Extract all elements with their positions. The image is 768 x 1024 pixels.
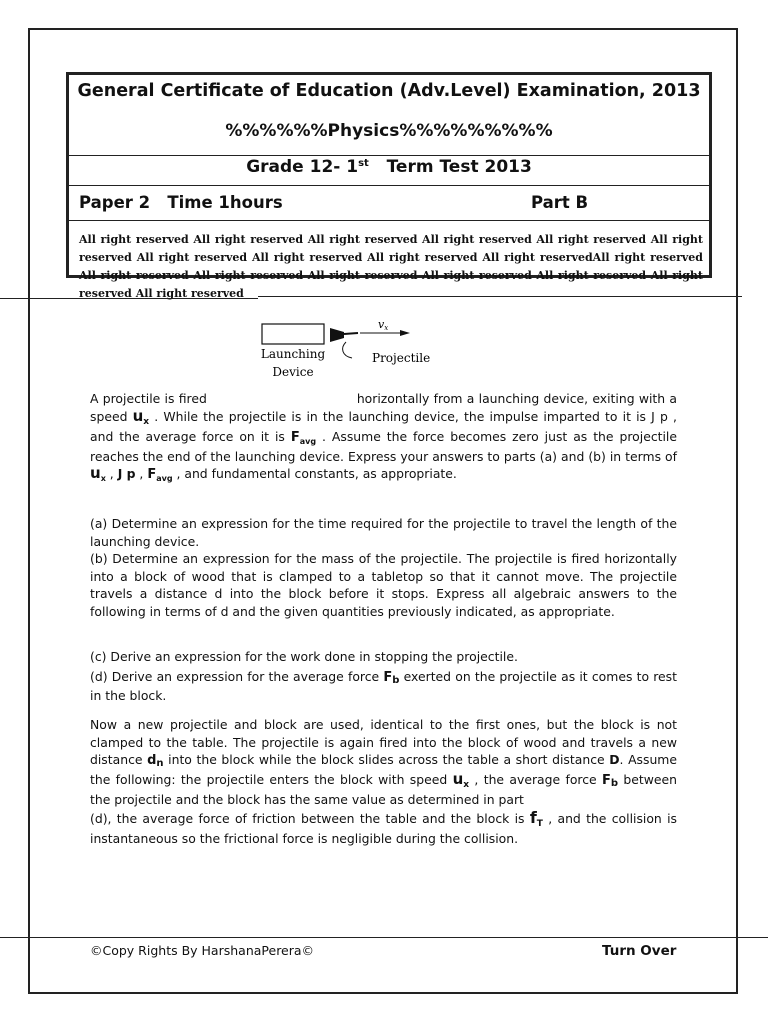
- header-divider: [69, 155, 709, 156]
- arrow-head-icon: [400, 330, 410, 336]
- part-d-text: (d) Derive an expression for the average force Fb exerted on the projectile as it comes to rest in the block.: [90, 668, 677, 703]
- launcher-label: Device: [272, 365, 314, 379]
- copyright-notice: All right reserved All right reserved All right reserved All right reserved All right reserved All right reserved All right reserved All right reserved All right reserved All right reservedAll right reserved All right reserved All right reserved All right reserved All right reserved All right reserved All right reserved All right reserved: [79, 233, 703, 300]
- part-label: Part B: [531, 193, 589, 212]
- velocity-label: vx: [378, 318, 389, 332]
- grade-title: Grade 12- 1st Term Test 2013: [246, 157, 532, 177]
- launcher-label: Launching: [260, 347, 326, 361]
- part-b-text: (b) Determine an expression for the mass of the projectile. The projectile is fired horizontally into a block of wood that is clamped to a tabletop so that it cannot move. The projectile travels a distance d into the block before it stops. Express all algebraic answers to the following in terms of d and the given quantities previously indicated, as appropriate.: [90, 551, 677, 619]
- exam-title: General Certificate of Education (Adv.Level) Examination, 2013: [77, 81, 701, 101]
- subject-title: %%%%%%Physics%%%%%%%%%: [225, 121, 553, 141]
- turn-over-label: Turn Over: [602, 943, 677, 959]
- question-ab: [90, 515, 677, 620]
- exam-header: [66, 72, 712, 300]
- paragraph: A projectile is fired horizontally from a launching device, exiting with a speed $u_x$ . While the projectile is in the launching device, the impulse imparted to it is J p , and the average force on it is $F_{avg}$ . Assume the force becomes zero just as the projectile reaches the end of the launching device. Express your answers to parts (a) and (b) in terms of $u_x$ , J p , $F_{avg}$ , and fundamental constants, as appropriate.: [90, 391, 677, 483]
- launching-device-rect: [262, 324, 324, 344]
- paragraph: (d), the average force of friction between the table and the block is $f_T$ , and the collision is instantaneous so the frictional force is negligible during the collision.: [90, 807, 677, 846]
- paragraph: Now a new projectile and block are used, identical to the first ones, but the block is not clamped to the table. The projectile is again fired into the block of wood and travels a new distance dn into the block while the block slides across the table a short distance D. Assume the following: the projectile enters the block with speed $u_x$ , the average force Fb between the projectile and the block has the same value as determined in part: [90, 717, 678, 807]
- copyright-footer: ©Copy Rights By HarshanaPerera©: [90, 943, 315, 958]
- header-divider: [69, 185, 709, 186]
- projectile-pointer: [343, 342, 352, 358]
- question-cd: [90, 648, 677, 705]
- part-c-text: (c) Derive an expression for the work done in stopping the projectile.: [90, 649, 518, 664]
- separator-line: [258, 296, 742, 297]
- part-a-text: (a) Determine an expression for the time required for the projectile to travel the length of the launching device.: [90, 516, 677, 549]
- question-new-block: [90, 716, 677, 848]
- question-intro: [90, 390, 677, 485]
- footer-line: [0, 937, 768, 938]
- projectile-label: Projectile: [372, 351, 431, 365]
- separator-line: [0, 298, 258, 299]
- projectile-shape: [330, 328, 344, 342]
- header-divider: [69, 220, 709, 221]
- launching-device-diagram: [250, 312, 450, 384]
- projectile-tip: [344, 333, 358, 334]
- paper-time: Paper 2 Time 1hours: [79, 193, 283, 212]
